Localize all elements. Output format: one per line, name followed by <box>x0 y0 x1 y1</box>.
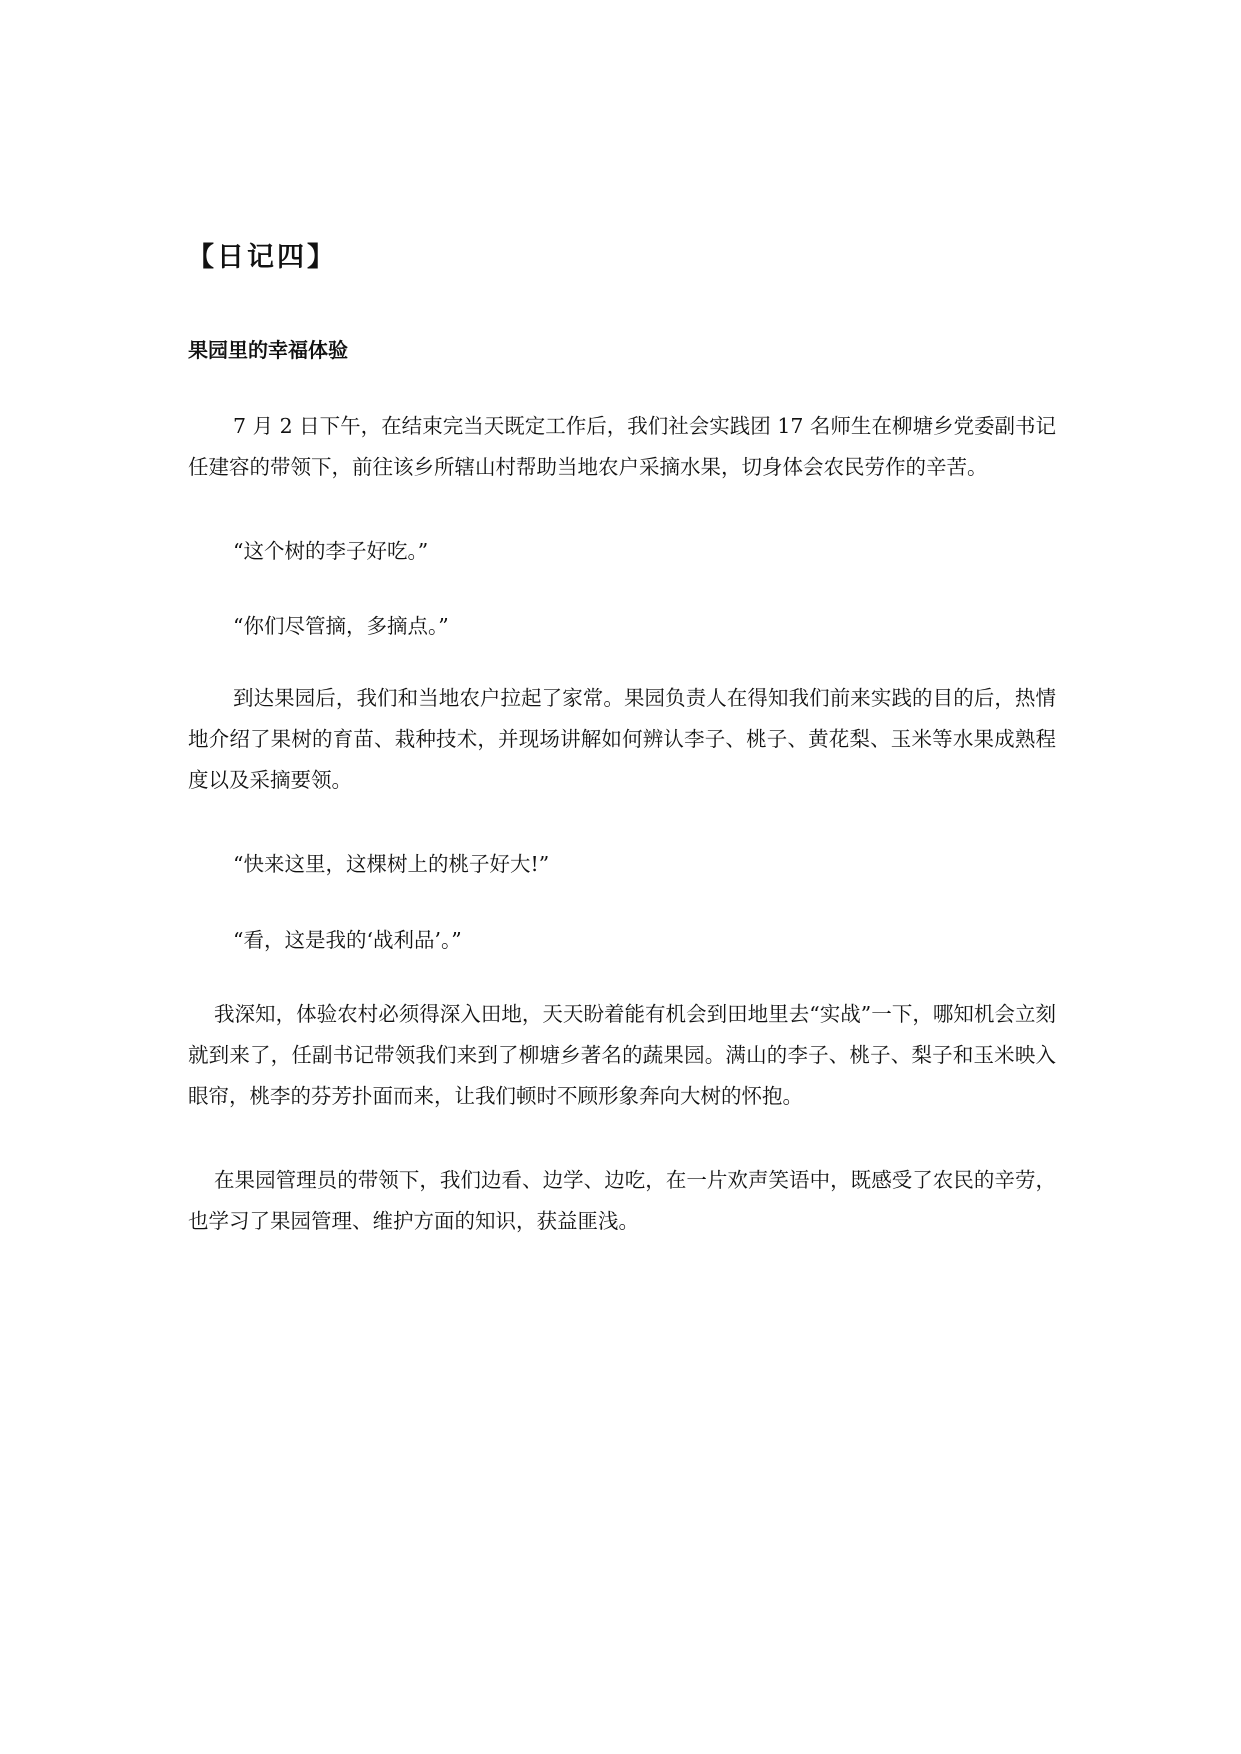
dialogue-quote: “快来这里，这棵树上的桃子好大!” <box>233 852 550 876</box>
dialogue-quote: “看，这是我的‘战利品’。” <box>233 928 462 952</box>
paragraph: 在果园管理员的带领下，我们边看、边学、边吃，在一片欢声笑语中，既感受了农民的辛劳，也学习了果园管理、维护方面的知识，获益匪浅。 <box>188 1168 1056 1233</box>
paragraph: 7 月 2 日下午，在结束完当天既定工作后，我们社会实践团 17 名师生在柳塘乡党委副书记任建容的带领下，前往该乡所辖山村帮助当地农户采摘水果，切身体会农民劳作的辛苦。 <box>188 414 1056 479</box>
paragraph: 到达果园后，我们和当地农户拉起了家常。果园负责人在得知我们前来实践的目的后，热情地介绍了果树的育苗、栽种技术，并现场讲解如何辨认李子、桃子、黄花梨、玉米等水果成熟程度以及采摘要领。 <box>188 686 1056 792</box>
dialogue-quote: “这个树的李子好吃。” <box>233 539 429 563</box>
dialogue-quote: “你们尽管摘，多摘点。” <box>233 614 449 638</box>
article-title: 果园里的幸福体验 <box>188 338 348 362</box>
paragraph: 我深知，体验农村必须得深入田地，天天盼着能有机会到田地里去“实战”一下，哪知机会立刻就到来了，任副书记带领我们来到了柳塘乡著名的蔬果园。满山的李子、桃子、梨子和玉米映入眼帘，桃李的芬芳扑面而来，让我们顿时不顾形象奔向大树的怀抱。 <box>188 1002 1056 1108</box>
diary-heading: 【日记四】 <box>187 242 337 273</box>
